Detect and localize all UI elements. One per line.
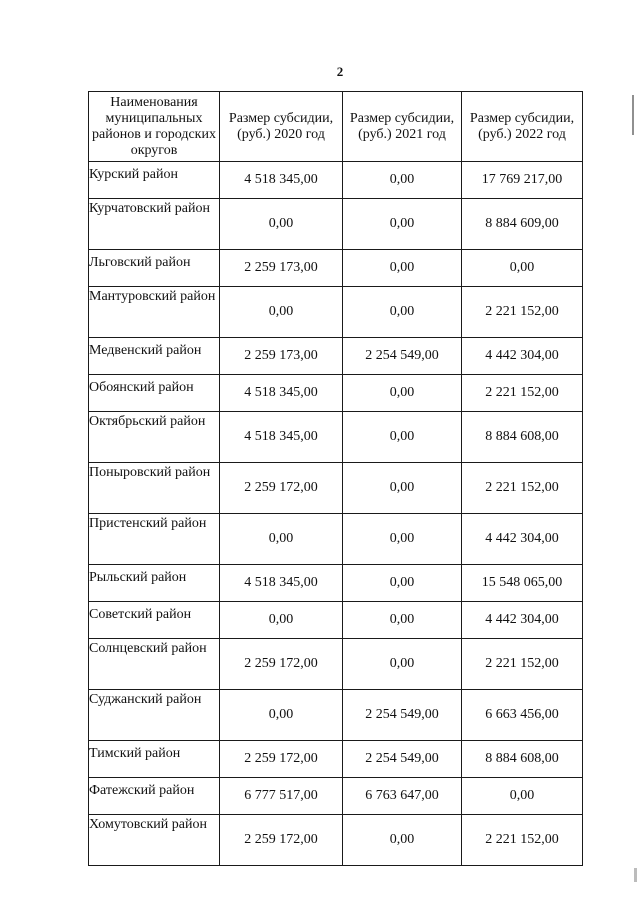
subsidy-2020-cell: 6 777 517,00 <box>220 778 343 815</box>
district-name-cell: Обоянский район <box>89 375 220 412</box>
header-subsidy-2021 <box>343 92 462 162</box>
subsidy-2022-cell: 2 221 152,00 <box>462 375 583 412</box>
subsidy-2021-cell: 2 254 549,00 <box>343 338 462 375</box>
subsidy-2022-cell: 4 442 304,00 <box>462 514 583 565</box>
subsidy-2022-cell: 4 442 304,00 <box>462 602 583 639</box>
subsidy-2021-cell: 0,00 <box>343 162 462 199</box>
subsidy-2022-cell: 0,00 <box>462 250 583 287</box>
subsidy-2020-cell: 2 259 172,00 <box>220 741 343 778</box>
table-row <box>89 162 583 199</box>
scan-artifact-mark <box>634 868 637 882</box>
subsidy-2022-cell: 17 769 217,00 <box>462 162 583 199</box>
table-row <box>89 815 583 866</box>
subsidy-2021-cell: 2 254 549,00 <box>343 741 462 778</box>
subsidy-2020-cell: 2 259 173,00 <box>220 250 343 287</box>
subsidy-2022-cell: 8 884 608,00 <box>462 741 583 778</box>
subsidy-2021-cell: 0,00 <box>343 514 462 565</box>
subsidy-2021-cell: 0,00 <box>343 815 462 866</box>
subsidy-2021-cell: 6 763 647,00 <box>343 778 462 815</box>
district-name-cell: Пристенский район <box>89 514 220 565</box>
table-row <box>89 639 583 690</box>
table-row <box>89 514 583 565</box>
scan-artifact-mark <box>632 95 634 135</box>
subsidy-2021-cell: 0,00 <box>343 287 462 338</box>
subsidy-2020-cell: 4 518 345,00 <box>220 162 343 199</box>
subsidy-2021-cell: 0,00 <box>343 250 462 287</box>
subsidy-2022-cell: 6 663 456,00 <box>462 690 583 741</box>
subsidy-2020-cell: 0,00 <box>220 514 343 565</box>
header-subsidy-2020-text: Размер субсидии, (руб.) 2020 год <box>228 110 334 142</box>
subsidy-2020-cell: 4 518 345,00 <box>220 412 343 463</box>
table-row <box>89 741 583 778</box>
header-district-name-text: Наименования муниципальных районов и городских округов <box>92 94 216 158</box>
table-row <box>89 338 583 375</box>
subsidy-2020-cell: 2 259 172,00 <box>220 639 343 690</box>
district-name-cell: Медвенский район <box>89 338 220 375</box>
district-name-cell: Курчатовский район <box>89 199 220 250</box>
subsidy-table <box>88 91 583 866</box>
header-district-name <box>89 92 220 162</box>
subsidy-2021-cell: 0,00 <box>343 375 462 412</box>
subsidy-2020-cell: 4 518 345,00 <box>220 375 343 412</box>
district-name-cell: Фатежский район <box>89 778 220 815</box>
table-row <box>89 412 583 463</box>
header-subsidy-2022-text: Размер субсидии, (руб.) 2022 год <box>469 110 575 142</box>
subsidy-2021-cell: 0,00 <box>343 602 462 639</box>
subsidy-2022-cell: 2 221 152,00 <box>462 463 583 514</box>
table-row <box>89 250 583 287</box>
page-number: 2 <box>336 64 344 79</box>
header-subsidy-2021-text: Размер субсидии, (руб.) 2021 год <box>349 110 455 142</box>
district-name-cell: Хомутовский район <box>89 815 220 866</box>
district-name-cell: Мантуровский район <box>89 287 220 338</box>
subsidy-2020-cell: 0,00 <box>220 287 343 338</box>
table-row <box>89 287 583 338</box>
subsidy-2020-cell: 0,00 <box>220 690 343 741</box>
table-row <box>89 375 583 412</box>
subsidy-2022-cell: 0,00 <box>462 778 583 815</box>
subsidy-2022-cell: 2 221 152,00 <box>462 639 583 690</box>
subsidy-2021-cell: 0,00 <box>343 412 462 463</box>
subsidy-2020-cell: 2 259 173,00 <box>220 338 343 375</box>
subsidy-2020-cell: 0,00 <box>220 199 343 250</box>
table-row <box>89 690 583 741</box>
district-name-cell: Солнцевский район <box>89 639 220 690</box>
table-row <box>89 602 583 639</box>
table-row <box>89 463 583 514</box>
header-subsidy-2020 <box>220 92 343 162</box>
district-name-cell: Суджанский район <box>89 690 220 741</box>
table-row <box>89 565 583 602</box>
subsidy-2022-cell: 2 221 152,00 <box>462 287 583 338</box>
subsidy-2022-cell: 8 884 609,00 <box>462 199 583 250</box>
subsidy-2021-cell: 0,00 <box>343 639 462 690</box>
district-name-cell: Льговский район <box>89 250 220 287</box>
subsidy-2022-cell: 8 884 608,00 <box>462 412 583 463</box>
district-name-cell: Курский район <box>89 162 220 199</box>
subsidy-2021-cell: 0,00 <box>343 199 462 250</box>
header-subsidy-2022 <box>462 92 583 162</box>
table-row <box>89 778 583 815</box>
subsidy-2020-cell: 4 518 345,00 <box>220 565 343 602</box>
subsidy-2020-cell: 2 259 172,00 <box>220 815 343 866</box>
subsidy-2020-cell: 0,00 <box>220 602 343 639</box>
subsidy-2020-cell: 2 259 172,00 <box>220 463 343 514</box>
subsidy-2021-cell: 0,00 <box>343 463 462 514</box>
table-row <box>89 199 583 250</box>
district-name-cell: Советский район <box>89 602 220 639</box>
subsidy-2021-cell: 0,00 <box>343 565 462 602</box>
district-name-cell: Октябрьский район <box>89 412 220 463</box>
subsidy-2022-cell: 4 442 304,00 <box>462 338 583 375</box>
subsidy-2022-cell: 2 221 152,00 <box>462 815 583 866</box>
subsidy-2021-cell: 2 254 549,00 <box>343 690 462 741</box>
district-name-cell: Поныровский район <box>89 463 220 514</box>
subsidy-2022-cell: 15 548 065,00 <box>462 565 583 602</box>
district-name-cell: Тимский район <box>89 741 220 778</box>
district-name-cell: Рыльский район <box>89 565 220 602</box>
table-header-row <box>89 92 583 162</box>
